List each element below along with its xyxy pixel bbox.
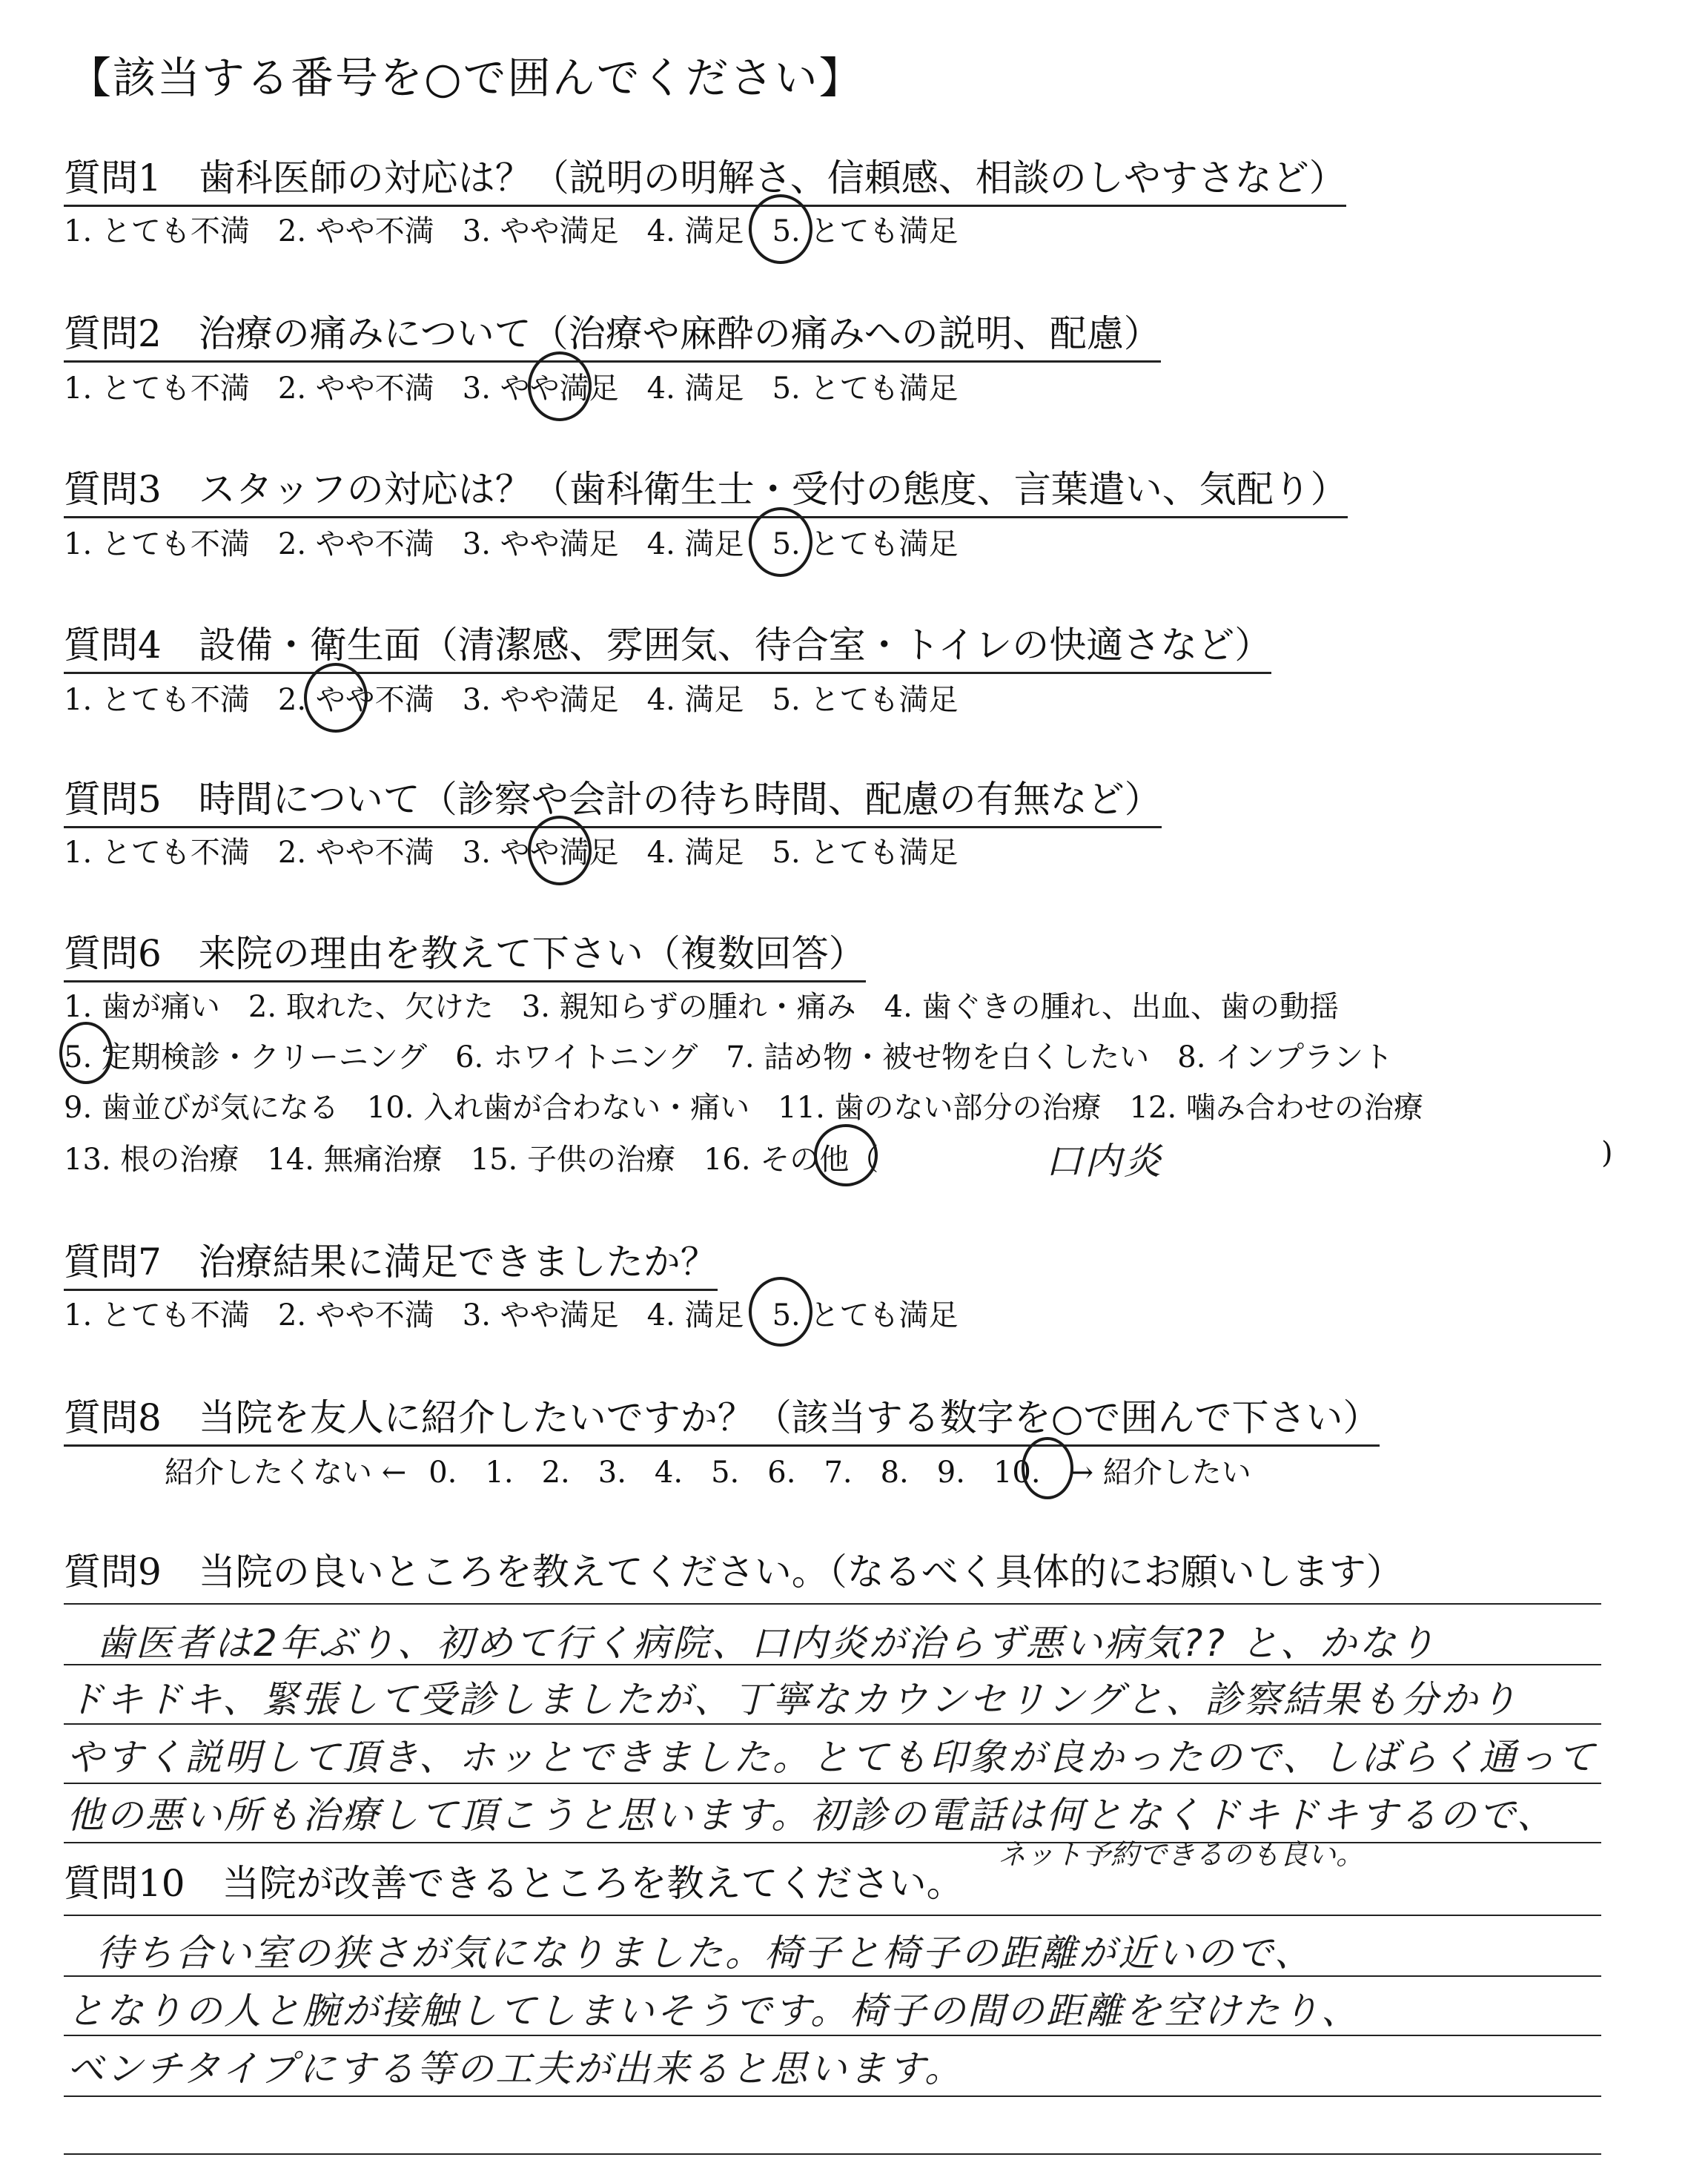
q7-selected-circle [749,1277,812,1347]
q2-option-3[interactable]: 3. やや満足 [462,371,619,406]
q8-scale-1[interactable]: 1. [485,1456,514,1490]
q10-label: 質問10 当院が改善できるところを教えてください。 [64,1862,964,1905]
q5-option-3[interactable]: 3. やや満足 [462,836,619,870]
q10-answer-line-1[interactable]: 待ち合い室の狭さが気になりました。椅子と椅子の距離が近いので、 [96,1932,1314,1975]
q2-option-5[interactable]: 5. とても満足 [772,371,959,406]
q5-option-4[interactable]: 4. 満足 [646,836,744,870]
q7-option-2[interactable]: 2. やや不満 [277,1298,434,1332]
q4-label: 質問4 設備・衛生面（清潔感、雰囲気、待合室・トイレの快適さなど） [64,615,1271,674]
q5-option-2[interactable]: 2. やや不満 [277,836,434,870]
q9-rule-5 [64,1842,1601,1843]
q8-scale-5[interactable]: 5. [711,1456,740,1490]
q1-option-5[interactable]: 5. とても満足 [772,214,959,248]
q1-option-4[interactable]: 4. 満足 [646,214,744,248]
q7-options [64,1292,986,1334]
q9-answer-line-4[interactable]: 他の悪い所も治療して頂こうと思います。初診の電話は何となくドキドキするので、 [67,1794,1556,1837]
q6-label: 質問6 来院の理由を教えて下さい（複数回答） [64,924,866,982]
q3-option-5[interactable]: 5. とても満足 [772,527,959,561]
q6-option-2[interactable]: 2. 取れた、欠けた [248,990,494,1024]
q8-scale-9[interactable]: 9. [936,1456,965,1490]
q9-rule-3 [64,1723,1601,1725]
q6-other-close: ) [1601,1136,1613,1170]
q5-options [64,829,986,871]
page-title: 【該当する番号を○で囲んでください】 [68,53,864,103]
q5-option-5[interactable]: 5. とても満足 [772,836,959,870]
q8-scale-10[interactable]: 10. [993,1456,1041,1490]
q6-option-1[interactable]: 1. 歯が痛い [64,990,220,1024]
q8-scale-3[interactable]: 3. [598,1456,626,1490]
q7-option-5[interactable]: 5. とても満足 [772,1298,959,1332]
q6-row4 [64,1136,907,1178]
q9-answer-line-1[interactable]: 歯医者は2年ぶり、初めて行く病院、口内炎が治らず悪い病気?? と、かなり [96,1622,1437,1665]
q2-label: 質問2 治療の痛みについて（治療や麻酔の痛みへの説明、配慮） [64,304,1161,363]
q8-scale-2[interactable]: 2. [541,1456,570,1490]
q6-option-5[interactable]: 5. 定期検診・クリーニング [64,1040,428,1074]
q9-answer-line-3[interactable]: やすく説明して頂き、ホッとできました。とても印象が良かったので、しばらく通って [67,1736,1597,1779]
q9-rule-4 [64,1783,1601,1784]
q8-scale-6[interactable]: 6. [767,1456,796,1490]
q7-option-1[interactable]: 1. とても不満 [64,1298,250,1332]
q8-scale-4[interactable]: 4. [654,1456,683,1490]
q1-option-1[interactable]: 1. とても不満 [64,214,250,248]
q10-rule-1 [64,1915,1601,1916]
q6-option-10[interactable]: 10. 入れ歯が合わない・痛い [366,1091,750,1125]
q6-selected-circle-16 [814,1124,878,1186]
q3-selected-circle [749,507,812,577]
q3-option-1[interactable]: 1. とても不満 [64,527,250,561]
q2-option-1[interactable]: 1. とても不満 [64,371,250,406]
q6-row2 [64,1034,1421,1076]
q2-options [64,365,986,407]
q6-option-14[interactable]: 14. 無痛治療 [267,1143,443,1177]
q8-selected-circle [1022,1437,1073,1499]
q5-selected-circle [528,816,592,885]
q1-option-3[interactable]: 3. やや満足 [462,214,619,248]
q2-selected-circle [528,351,592,421]
q9-label: 質問9 当院の良いところを教えてください。（なるべく具体的にお願いします） [64,1550,1403,1593]
q6-row3 [64,1084,1452,1126]
q4-option-1[interactable]: 1. とても不満 [64,683,250,717]
q8-right-label: → 紹介したい [1068,1456,1251,1490]
q4-option-4[interactable]: 4. 満足 [646,683,744,717]
q6-option-3[interactable]: 3. 親知らずの腫れ・痛み [521,990,856,1024]
q10-rule-5 [64,2153,1601,2155]
q7-label: 質問7 治療結果に満足できましたか？ [64,1232,718,1291]
q8-scale-7[interactable]: 7. [824,1456,853,1490]
q4-selected-circle [304,663,368,733]
q1-options [64,208,986,250]
q8-scale-0[interactable]: 0. [428,1456,457,1490]
q6-option-16[interactable]: 16. その他（ [703,1143,879,1177]
q7-option-3[interactable]: 3. やや満足 [462,1298,619,1332]
q8-scale-8[interactable]: 8. [880,1456,909,1490]
q8-left-label: 紹介したくない ← [165,1456,407,1490]
q4-option-2[interactable]: 2. やや不満 [277,683,434,717]
q1-selected-circle [749,194,812,264]
q1-label: 質問1 歯科医師の対応は？（説明の明解さ、信頼感、相談のしやすさなど） [64,148,1346,207]
q6-row1 [64,983,1367,1025]
q3-label: 質問3 スタッフの対応は？（歯科衛生士・受付の態度、言葉遣い、気配り） [64,460,1348,518]
q8-scale [165,1449,1251,1491]
q6-option-12[interactable]: 12. 噛み合わせの治療 [1129,1091,1423,1125]
q9-answer-note[interactable]: ネット予約できるのも良い。 [998,1838,1365,1871]
q6-option-9[interactable]: 9. 歯並びが気になる [64,1091,339,1125]
q6-selected-circle-5 [59,1022,113,1084]
q10-rule-4 [64,2095,1601,2097]
q2-option-2[interactable]: 2. やや不満 [277,371,434,406]
q9-rule-1 [64,1603,1601,1605]
q4-options [64,676,986,719]
q3-option-4[interactable]: 4. 満足 [646,527,744,561]
q6-option-8[interactable]: 8. インプラント [1177,1040,1394,1074]
q2-option-4[interactable]: 4. 満足 [646,371,744,406]
q6-option-7[interactable]: 7. 詰め物・被せ物を白くしたい [726,1040,1150,1074]
q3-option-3[interactable]: 3. やや満足 [462,527,619,561]
q1-option-2[interactable]: 2. やや不満 [277,214,434,248]
q10-rule-3 [64,2035,1601,2036]
q6-option-6[interactable]: 6. ホワイトニング [455,1040,698,1074]
q6-option-15[interactable]: 15. 子供の治療 [470,1143,675,1177]
q6-option-13[interactable]: 13. 根の治療 [64,1143,239,1177]
q5-label: 質問5 時間について（診察や会計の待ち時間、配慮の有無など） [64,770,1162,828]
q6-other-text[interactable]: 口内炎 [1045,1140,1163,1183]
q5-option-1[interactable]: 1. とても不満 [64,836,250,870]
q7-option-4[interactable]: 4. 満足 [646,1298,744,1332]
q8-label: 質問8 当院を友人に紹介したいですか？（該当する数字を○で囲んで下さい） [64,1388,1380,1447]
q6-option-4[interactable]: 4. 歯ぐきの腫れ、出血、歯の動揺 [884,990,1339,1024]
q3-option-2[interactable]: 2. やや不満 [277,527,434,561]
q4-option-3[interactable]: 3. やや満足 [462,683,619,717]
q10-answer-line-3[interactable]: ベンチタイプにする等の工夫が出来ると思います。 [67,2047,964,2090]
q10-answer-line-2[interactable]: となりの人と腕が接触してしまいそうです。椅子の間の距離を空けたり、 [67,1989,1360,2032]
q9-answer-line-2[interactable]: ドキドキ、緊張して受診しましたが、丁寧なカウンセリングと、診察結果も分かり [67,1678,1519,1721]
q3-options [64,521,986,563]
q6-option-11[interactable]: 11. 歯のない部分の治療 [778,1091,1102,1125]
q4-option-5[interactable]: 5. とても満足 [772,683,959,717]
